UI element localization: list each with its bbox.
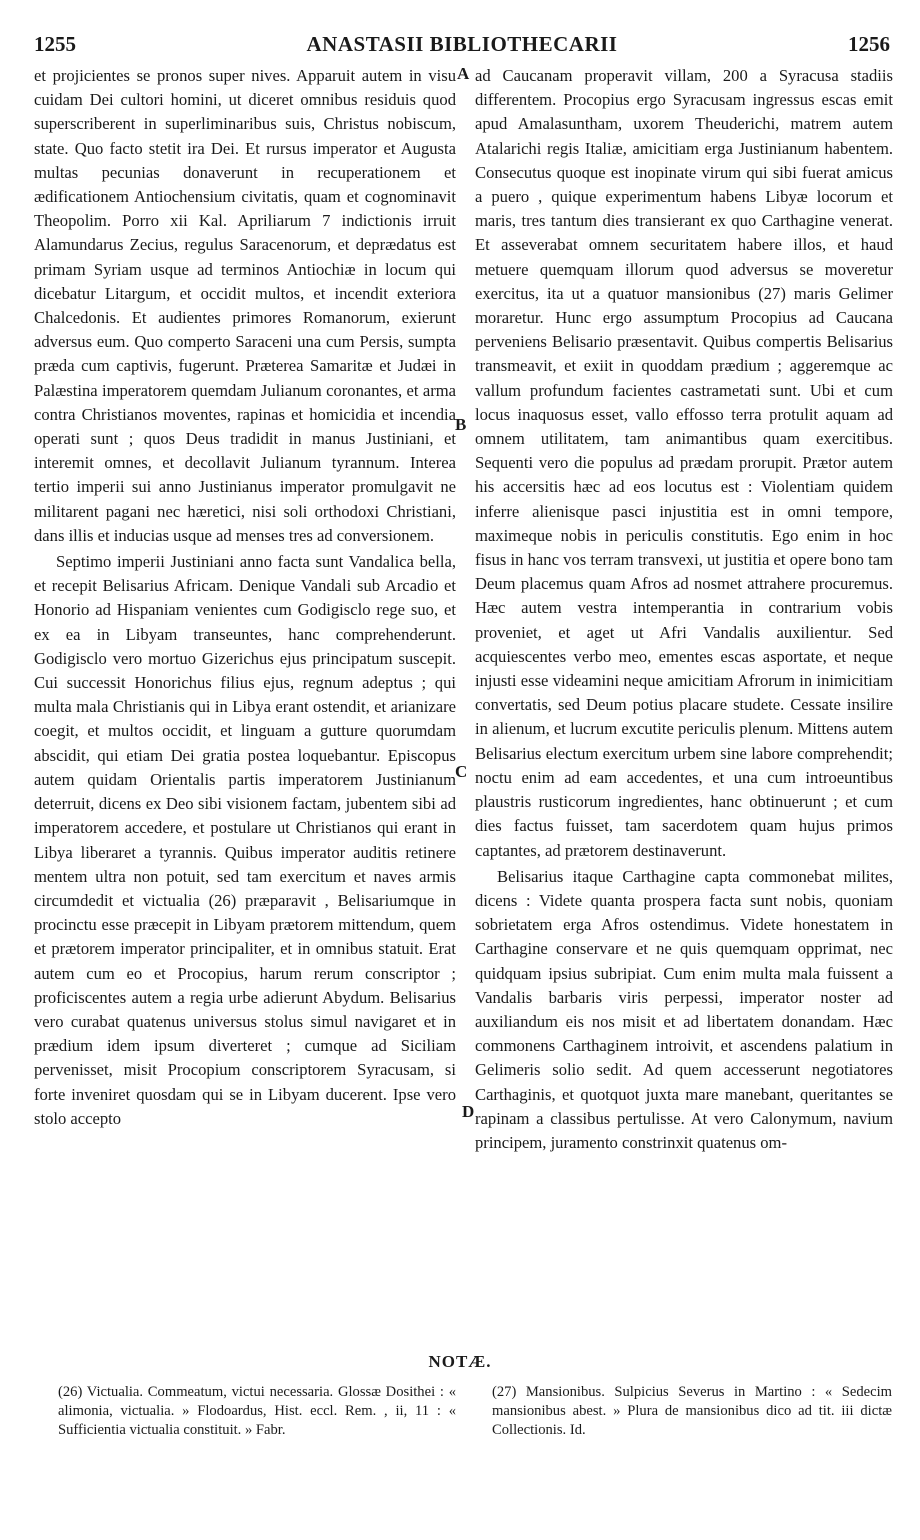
page-number-left: 1255 — [34, 32, 76, 56]
page-header — [34, 32, 890, 62]
margin-marker-c: C — [455, 762, 468, 781]
note-27 — [492, 1383, 892, 1440]
left-column — [34, 64, 456, 1131]
margin-marker-a: A — [457, 64, 470, 83]
margin-marker-b: B — [455, 415, 467, 434]
left-paragraph-1: et projicientes se pronos super nives. Apparuit autem in visu cuidam Dei cultori homini, ut diceret omnibus residuis quod superscriberent in superliminaribus suis, Christus nobiscum, state. Quo facto stetit ira Dei. Et rursus imperator et Augusta multas pecunias donaverunt in recuperationem et ædificationem Antiochensium civitatis, quam et cognominavit Theopolim. Porro xii Kal. Apriliarum 7 indictionis irruit Alamundarus Zecius, regulus Saracenorum, et deprædatus est primam Syriam usque ad terminos Antiochiæ in locum qui dicebatur Litargum, et occidit multos, et incendit exteriora Chalcedonis. Et audientes primores Romanorum, exierunt adversus eum. Quo comperto Saraceni una cum Persis, sumpta præda cum captivis, fugerunt. Præterea Samaritæ et Judæi in Palæstina imperatorem quemdam Julianum coronantes, et arma contra Christianos moventes, rapinas et homicidia et incendia operati sunt ; quos Deus tradidit in manus Justiniani, et interemit omnes, et decollavit Julianum tyrannum. Interea tertio imperii sui anno Justinianus imperator promulgavit ne militarent pagani nec hæretici, nisi soli orthodoxi Christiani, dans illis et inducias usque ad menses tres ad conversionem. — [34, 66, 456, 545]
left-paragraph-2: Septimo imperii Justiniani anno facta sunt Vandalica bella, et recepit Belisarius Africam. Denique Vandali sub Arcadio et Honorio ad Hispaniam venientes cum Godigisclo rege suo, et ex ea in Libyam transeuntes, hanc comprehenderunt. Godigisclo vero mortuo Gizerichus ejus principatum suscepit. Cui successit Honorichus filius ejus, regnum adeptus ; qui multa mala Christianis qui in Libya erant ostendit, et arianizare coegit, et multos occidit, et linguam a gutture quorumdam abscidit, qui etiam Dei gratia postea loquebantur. Episcopus autem quidam Orientalis partis imperatorem Justinianum deterruit, dicens ex Deo sibi visionem factam, jubentem sibi ad imperatorem accedere, et postulare ut Christianos qui erant in Libya liberaret a tyrannis. Quibus imperator auditis retinere mentem ultra non potuit, sed tam exercitum et naves armis circumdedit et victualia (26) præparavit , Belisariumque in procinctu esse præcepit in Libyam prætorem mittendum, quem et prætorem imperator principaliter, et in omnibus statuit. Erat autem cum eo et Procopius, harum rerum conscriptor ; proficiscentes autem a regia urbe adierunt Abydum. Belisarius vero curabat quatenus universus stolus simul navigaret et in prædium idem ipsum diverteret ; cumque ad Siciliam pervenisset, misit Procopium conscriptorem Syracusam, si forte inveniret quosdam qui se in Libyam ducerent. Ipse vero stolo accepto — [34, 552, 456, 1128]
margin-marker-d: D — [462, 1102, 475, 1121]
note-27-text: (27) Mansionibus. Sulpicius Severus in Martino : « Sedecim mansionibus abest. » Plura de mansionibus dico ad tit. iii dictæ Collectionis. Id. — [492, 1384, 892, 1438]
right-column — [475, 64, 893, 1155]
running-title: ANASTASII BIBLIOTHECARII — [306, 32, 618, 56]
note-26 — [58, 1383, 456, 1440]
right-paragraph-2: Belisarius itaque Carthagine capta commonebat milites, dicens : Videte quanta prospera facta sunt nobis, quoniam sobrietatem erga Afros ostendimus. Videte honestatem in Carthagine conservare et ne quis quemquam opprimat, nec quidquam ipsius subripiat. Cum enim multa mala fuissent a Vandalis barbaris viris perpessi, imperator noster ad auxiliandum eis nos misit et ad libertatem donandam. Hæc commonens Carthaginem introivit, et ascendens palatium in Gelimeris solio sedit. Ad quem accesserunt negotiatores Carthaginis, et quotquot juxta mare manebant, queritantes se rapinam a classibus pertulisse. At vero Calonymum, navium principem, juramento constrinxit quatenus om- — [475, 866, 893, 1152]
notes-title: NOTÆ. — [428, 1352, 492, 1371]
page-number-right: 1256 — [848, 32, 890, 56]
note-26-text: (26) Victualia. Commeatum, victui necessaria. Glossæ Dosithei : « alimonia, victualia. » Flodoardus, Hist. eccl. Rem. , ii, 11 : « Sufficientia victualia constituit. » Fabr. — [58, 1384, 456, 1438]
right-paragraph-1: ad Caucanam properavit villam, 200 a Syracusa stadiis differentem. Procopius ergo Syracusam ingressus escas emit apud Amalasuntham, uxorem Theuderichi, matrem autem Atalarichi regis Italiæ, amicitiam erga Justinianum habentem. Consecutus quoque est inopinate virum qui sibi fuerat amicus a puero , quique experimentum habens Libyæ locorum et maris, tres tantum dies transierant ex quo Carthagine venerat. Et asseverabat omnem securitatem habere illos, et haud metuere quemquam illorum quod adversus se moveretur exercitus, ita ut a quatuor mansionibus (27) maris Gelimer moraretur. Hunc ergo assumptum Procopius ad Caucana perveniens Belisario præsentavit. Quibus compertis Belisarius transmeavit, et exiit in quoddam prædium ; aggeremque ac vallum profundum facientes castrametati sunt. Ubi et cum locus inaquosus esset, vallo effosso terra protulit aquam ad omnem utilitatem, tam animantibus quam exercitibus. Sequenti vero die populus ad prædam prorupit. Prætor autem his accersitis hæc ad eos locutus est : Violentiam quidem inferre alienisque pasci injustitia est in omni tempore, maximeque nobis in periculis constitutis. Ego enim in hoc fisus in hanc vos terram transvexi, ut justitia et opere bono tam Deum placemus quam Afros ad nosmet attrahere procuremus. Hæc autem vestra intemperantia in contrarium vobis proveniet, et aget ut Afri Vandalis auxilientur. Sed acquiescentes verbo meo, ementes escas asportate, et neque injusti esse videamini neque amicitiam Afrorum in inimicitiam convertatis, sed Deum potius placare studete. Cessate insilire in alienum, et lucrum excutite periculis plenum. Mittens autem Belisarius electum exercitum urbem sine labore comprehendit; noctu enim ad eam accedentes, et una cum introeuntibus plaustris rusticorum ingredientes, hanc obtinuerunt ; et cum dies factus fuisset, tam sacerdotem quam hujus primos captantes, ad prætorem destinaverunt. — [475, 66, 893, 860]
